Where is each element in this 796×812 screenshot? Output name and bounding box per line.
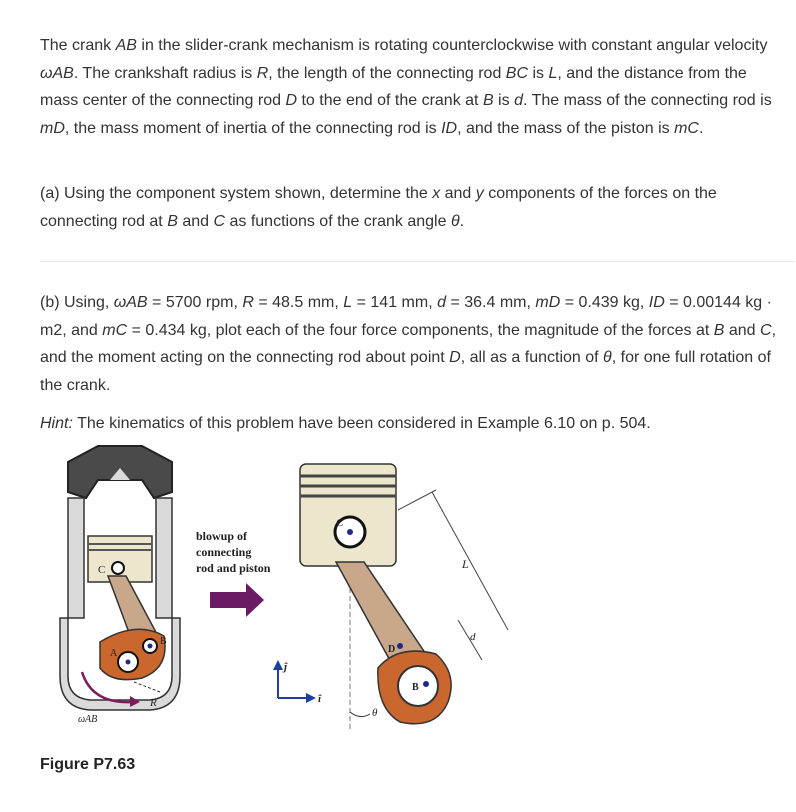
point-c-dot	[347, 529, 353, 535]
var-omega: ωAB	[40, 64, 74, 82]
point-b-dot-blowup	[423, 681, 429, 687]
part-b-paragraph	[40, 289, 788, 399]
var-B: B	[167, 212, 178, 230]
var-D: D	[285, 92, 298, 109]
label-b-blowup: B	[412, 682, 419, 693]
text: = 36.4 mm,	[446, 294, 536, 311]
label-d-dimension: d	[470, 631, 476, 643]
cylinder-wall-right	[156, 498, 172, 618]
var-theta: θ	[450, 212, 460, 230]
problem-intro-paragraph	[40, 32, 788, 142]
text: , all as a function of	[460, 349, 604, 366]
text: , and the mass of the piston is	[457, 119, 675, 137]
text: .	[698, 119, 704, 137]
var-x: x	[432, 185, 441, 202]
blowup-label-line1: blowup of	[196, 529, 248, 543]
var-B: B	[482, 92, 494, 109]
hint-label: Hint:	[40, 415, 73, 432]
text: and	[177, 212, 214, 230]
text: and	[724, 321, 761, 339]
r-dimension-line	[134, 682, 160, 692]
text: is	[528, 64, 549, 82]
text: = 5700 rpm,	[147, 294, 243, 311]
text: , and the distance from the mass center of the connecting rod	[40, 64, 747, 109]
var-y: y	[475, 185, 484, 202]
blowup-assembly	[300, 464, 508, 730]
cylinder-wall-left	[68, 498, 84, 618]
coordinate-axes	[273, 660, 322, 705]
text: = 0.439 kg,	[560, 294, 649, 311]
text: The crank	[40, 37, 116, 54]
var-D: D	[449, 349, 461, 366]
var-mC: mC	[674, 119, 699, 137]
label-j-hat: ĵ	[284, 661, 288, 673]
hint-text: The kinematics of this problem have been considered in Example 6.10 on p. 504.	[72, 415, 651, 432]
label-l: L	[462, 557, 469, 571]
label-c: C	[98, 564, 106, 576]
l-dimension-line	[432, 492, 508, 630]
text: , and the moment acting on the connecting rod about point	[40, 321, 777, 366]
wrist-pin	[112, 562, 124, 574]
var-C: C	[213, 212, 226, 230]
piston-blowup	[300, 464, 396, 566]
section-divider	[40, 261, 794, 262]
text: to the end of the crank at	[297, 92, 483, 109]
var-d: d	[437, 294, 446, 311]
label-a: A	[110, 648, 118, 659]
text: = 0.00144 kg · m2, and	[40, 294, 772, 339]
label-theta: θ	[372, 707, 378, 719]
hint-paragraph	[40, 410, 788, 438]
blowup-label-line3: rod and piston	[196, 561, 271, 575]
blowup-label-line2: connecting	[196, 545, 252, 559]
var-ID: ID	[441, 119, 458, 137]
j-arrowhead	[273, 660, 283, 670]
point-d-dot	[397, 643, 403, 649]
text: . The mass of the connecting rod is	[522, 92, 772, 109]
text: (b) Using,	[40, 294, 114, 311]
var-crank: AB	[115, 37, 137, 54]
text: in the slider-crank mechanism is rotating counterclockwise with constant angular velocity	[136, 37, 768, 54]
var-R: R	[256, 64, 269, 82]
var-mD: mD	[40, 119, 65, 137]
text: , the mass moment of inertia of the connecting rod is	[64, 119, 442, 137]
label-i-hat: î	[318, 693, 322, 705]
point-b-dot	[148, 644, 153, 649]
blowup-arrow-icon	[210, 583, 264, 617]
label-b: B	[160, 636, 167, 647]
l-extension-top	[398, 490, 436, 510]
text: (a) Using the component system shown, determine the	[40, 185, 433, 202]
label-omega-ab: ωAB	[78, 714, 98, 725]
text: is	[493, 92, 515, 109]
var-omega: ωAB	[113, 294, 148, 311]
text: = 141 mm,	[352, 294, 438, 311]
var-ID: ID	[648, 294, 665, 311]
text: = 0.434 kg, plot each of the four force components, the magnitude of the forces at	[127, 321, 714, 339]
text: , for one full rotation of the crank.	[40, 349, 771, 394]
label-c-blowup: C	[336, 517, 344, 529]
text: as functions of the crank angle	[225, 212, 451, 230]
i-arrowhead	[306, 693, 316, 703]
text: = 48.5 mm,	[253, 294, 344, 311]
text: and	[440, 185, 476, 202]
label-r: R	[150, 697, 157, 709]
var-B: B	[713, 321, 725, 339]
text: , the length of the connecting rod	[268, 64, 506, 82]
part-a-paragraph	[40, 180, 788, 235]
var-mC: mC	[102, 321, 128, 339]
text: .	[459, 212, 465, 230]
point-a-dot	[126, 660, 131, 665]
var-BC: BC	[505, 64, 529, 82]
label-d-point: D	[388, 644, 396, 655]
text: components of the forces on the connecting rod at	[40, 185, 717, 230]
var-L: L	[343, 294, 353, 311]
var-theta: θ	[603, 349, 612, 366]
figure-caption: Figure P7.63	[40, 756, 136, 773]
var-C: C	[760, 321, 772, 339]
engine-cutaway	[60, 446, 180, 725]
var-L: L	[548, 64, 558, 82]
figure-slider-crank	[38, 440, 796, 740]
theta-arc	[350, 712, 370, 717]
text: . The crankshaft radius is	[73, 64, 257, 82]
var-d: d	[514, 92, 523, 109]
var-R: R	[242, 294, 254, 311]
var-mD: mD	[535, 294, 561, 311]
